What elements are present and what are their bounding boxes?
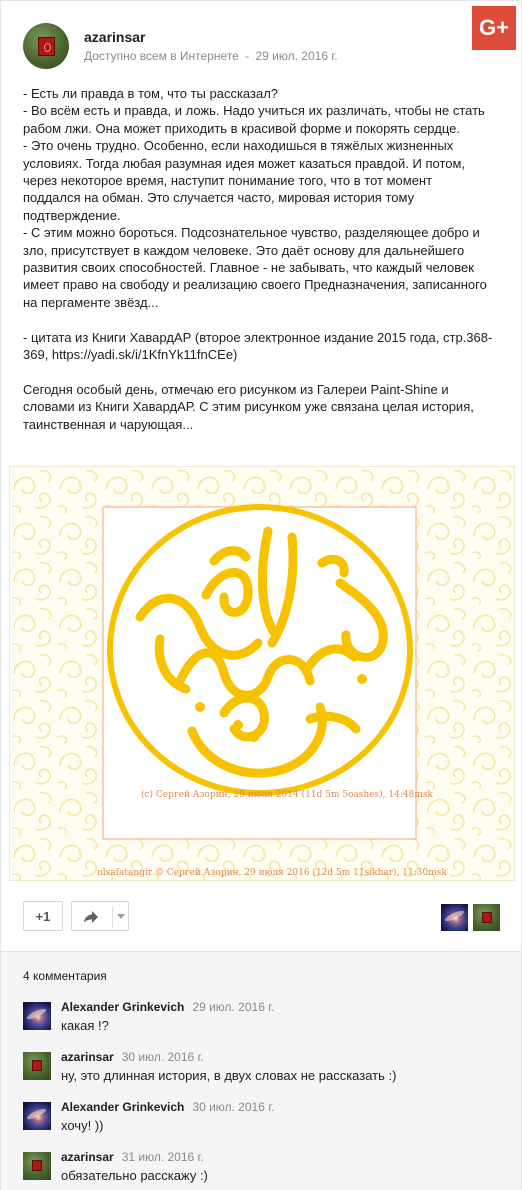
comment-item [23,1100,503,1144]
comment-author[interactable]: Alexander Grinkevich [61,1100,185,1114]
comment-date[interactable]: 30 июл. 2016 г. [192,1100,275,1114]
post-actions [23,901,503,931]
post-line: через некоторое время, наступит понимание того, что в тот момент [23,173,433,189]
plusoner-avatar-forest[interactable] [473,904,500,931]
comment-text: ну, это длинная история, в двух словах не рассказать :) [61,1068,397,1083]
comment-item [23,1000,503,1044]
commenter-avatar[interactable] [23,1152,51,1180]
commenter-avatar[interactable] [23,1002,51,1030]
post-header [23,23,463,71]
post-line: поддался на обман. Это случается часто, мировая история тому [23,190,415,206]
post-line [23,363,503,380]
post-body [23,85,503,433]
post-line: зло, присутствует в каждом человеке. Это даёт основу для дальнейшего [23,242,465,258]
post-line: словами из Книги ХавардАР. С этим рисунком уже связана целая история, [23,399,474,415]
comment-text: какая !? [61,1018,109,1033]
comment-item [23,1150,503,1190]
commenter-name [61,1000,274,1014]
commenter-name [61,1100,274,1114]
post-line: на пергаменте звёзд... [23,294,159,310]
post-image[interactable] [9,466,515,881]
post-line: подтверждение. [23,207,121,223]
post-line: имеет право на свободу и реализацию своего Предназначения, записанного [23,277,487,293]
comment-author[interactable]: Alexander Grinkevich [61,1000,185,1014]
plus-one-button[interactable]: +1 [23,901,63,931]
author-name[interactable]: azarinsar [84,29,146,45]
commenter-avatar[interactable] [23,1052,51,1080]
post-line: условиях. Тогда любая разумная идея может казаться правдой. И потом, [23,155,466,171]
comments-section [1,951,521,1190]
post-meta [84,49,341,63]
commenter-avatar[interactable] [23,1102,51,1130]
comment-author[interactable]: azarinsar [61,1050,114,1064]
calligraphy-artwork [10,467,515,881]
artwork-outer-caption: ulsafatangir © Сергей Азорин, 29 июля 2016 (12d 5m 11sikhar), 11:30msk [97,868,447,878]
share-divider [112,906,113,928]
commenter-name [61,1150,204,1164]
post-line: - цитата из Книги ХавардАР (второе электронное издание 2015 года, стр.368- [23,329,493,345]
comment-date[interactable]: 31 июл. 2016 г. [121,1150,204,1164]
post-line: - Это очень трудно. Особенно, если находишься в тяжёлых жизненных [23,138,454,154]
post-line: 369, https://yadi.sk/i/1KfnYk11fnCEe) [23,347,238,363]
post-line: таинственная и чарующая... [23,416,194,432]
artwork-inner-caption: (c) Сергей Азорин, 29 июля 2014 (11d 5m 5oashes), 14:48msk [141,790,433,800]
share-button[interactable] [71,901,129,931]
post-line: развития своих способностей. Главное - не забывать, что каждый человек [23,260,474,276]
post-line: Сегодня особый день, отмечаю его рисунком из Галереи Paint-Shine и [23,381,449,397]
post-line: - Есть ли правда в том, что ты рассказал? [23,86,279,101]
visibility-label: Доступно всем в Интернете [84,49,239,63]
comment-count: 4 комментария [23,969,107,983]
comment-text: хочу! )) [61,1118,104,1133]
post-line: - С этим можно бороться. Подсознательное чувство, разделяющее добро и [23,225,480,241]
comment-date[interactable]: 29 июл. 2016 г. [192,1000,275,1014]
post-line [23,311,503,328]
share-arrow-icon [83,910,99,924]
comment-date[interactable]: 30 июл. 2016 г. [121,1050,204,1064]
chevron-down-icon[interactable] [117,914,125,919]
post-line: рабом лжи. Она может приходить в красивой форме и покорять сердце. [23,120,460,136]
meta-separator: - [245,49,250,63]
author-avatar[interactable] [23,23,69,69]
google-plus-icon[interactable]: G+ [472,6,516,50]
post-date[interactable]: 29 июл. 2016 г. [255,49,338,63]
comment-author[interactable]: azarinsar [61,1150,114,1164]
comment-text: обязательно расскажу :) [61,1168,208,1183]
post-line: - Во всём есть и правда, и ложь. Надо учиться их различать, чтобы не стать [23,103,485,119]
plusoner-avatar-galaxy[interactable] [441,904,468,931]
comment-item [23,1050,503,1094]
commenter-name [61,1050,204,1064]
